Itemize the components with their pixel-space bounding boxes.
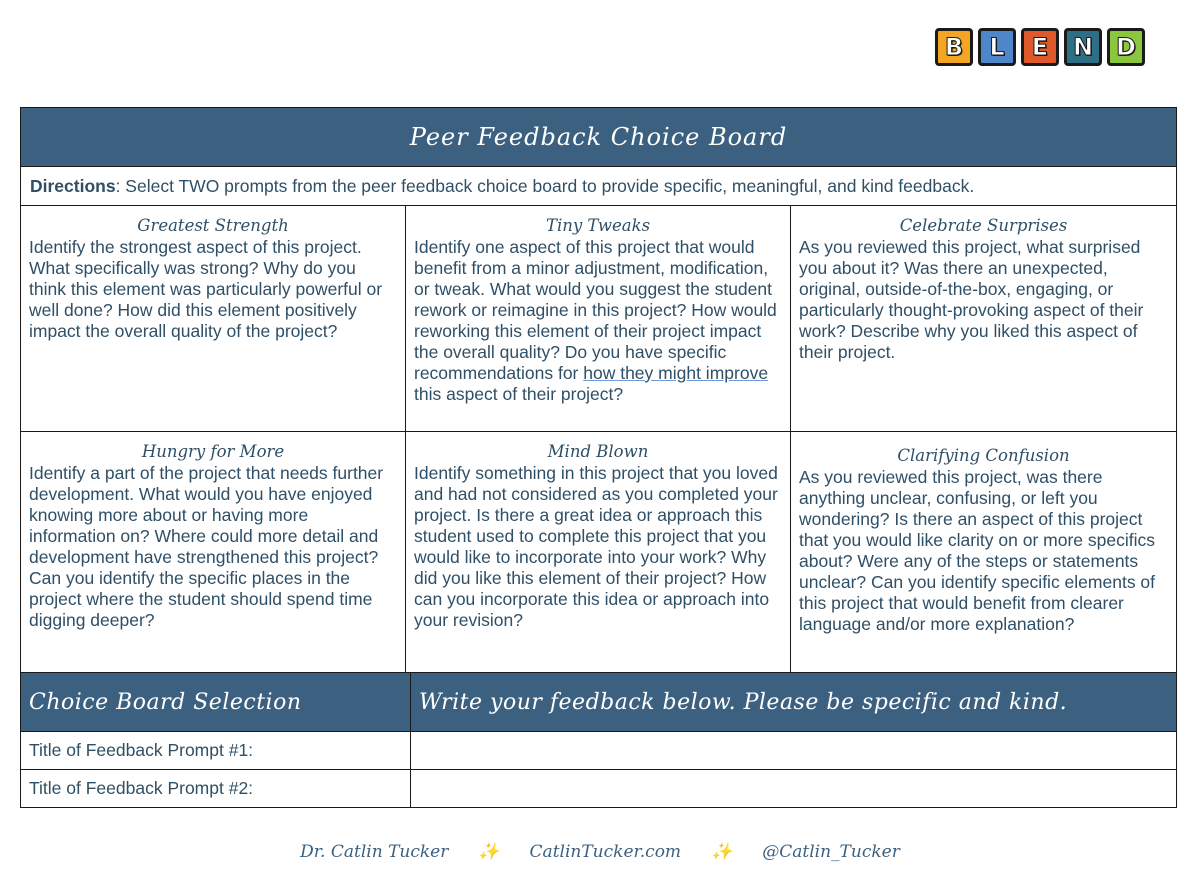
sparkle-icon: ✨ <box>478 842 500 862</box>
prompt-cell-clarifying-confusion <box>791 432 1177 678</box>
prompt-title: Mind Blown <box>547 442 649 461</box>
prompt-body: Identify the strongest aspect of this project. What specifically was strong? Why do you think this element was particularly powerful or well done? How did this element positively impact the overall quality of the project? <box>29 237 383 341</box>
prompt-title: Greatest Strength <box>137 216 289 235</box>
logo-tile-d: D <box>1107 28 1145 66</box>
prompt-title: Celebrate Surprises <box>899 216 1068 235</box>
blend-logo <box>935 28 1145 66</box>
prompt-body: Identify a part of the project that needs further development. What would you have enjoyed knowing more about or having more information on? Where could more detail and development have strengthened this project? Can you identify the specific places in the project where the student should spend time digging deeper? <box>29 463 384 630</box>
directions <box>21 167 1177 206</box>
logo-tile-e: E <box>1021 28 1059 66</box>
prompt-1-label: Title of Feedback Prompt #1: <box>21 732 411 770</box>
prompt-2-label: Title of Feedback Prompt #2: <box>21 770 411 808</box>
prompt-cell-celebrate-surprises <box>791 206 1177 432</box>
logo-tile-n: N <box>1064 28 1102 66</box>
prompt-title: Tiny Tweaks <box>545 216 651 235</box>
prompt-body: Identify something in this project that you loved and had not considered as you completed your project. Is there a great idea or approach this student used to complete this project that you would like to incorporate into your work? Why did you like this element of their project? How can you incorporate this idea or approach into your revision? <box>414 463 778 630</box>
prompt-body-text: Identify one aspect of this project that would benefit from a minor adjustment, modification, or tweak. What would you suggest the student rework or reimagine in this project? How would reworking this element of their project impact the overall quality? Do you have specific recommendations for <box>414 237 777 383</box>
prompt-body-underlined: how they might improve <box>583 363 769 383</box>
footer <box>0 842 1200 862</box>
prompt-1-feedback-field[interactable] <box>411 732 1177 770</box>
feedback-selection-table <box>20 672 1177 808</box>
prompt-cell-mind-blown <box>406 432 791 678</box>
selection-header-left: Choice Board Selection <box>21 673 411 732</box>
prompt-cell-hungry-for-more <box>21 432 406 678</box>
directions-label: Directions <box>30 175 116 196</box>
prompt-body <box>414 237 782 405</box>
footer-handle: @Catlin_Tucker <box>762 842 900 862</box>
footer-website: CatlinTucker.com <box>529 842 682 862</box>
prompt-body: As you reviewed this project, was there anything unclear, confusing, or left you wondering? Is there an aspect of this project that you would like clarity on or more specifics about? Were any of the steps or statements unclear? Can you identify specific elements of this project that would benefit from clearer language and/or more explanation? <box>799 467 1156 634</box>
footer-author: Dr. Catlin Tucker <box>300 842 449 862</box>
prompt-cell-greatest-strength <box>21 206 406 432</box>
prompt-body: As you reviewed this project, what surprised you about it? Was there an unexpected, original, outside-of-the-box, engaging, or particularly thought-provoking aspect of their work? Describe why you liked this aspect of their project. <box>799 237 1144 362</box>
prompt-cell-tiny-tweaks <box>406 206 791 432</box>
prompt-title: Clarifying Confusion <box>897 446 1070 465</box>
directions-text: : Select TWO prompts from the peer feedback choice board to provide specific, meaningful, and kind feedback. <box>115 175 975 196</box>
board-title: Peer Feedback Choice Board <box>21 108 1177 167</box>
prompt-body-text-end: this aspect of their project? <box>414 384 624 404</box>
selection-header-right: Write your feedback below. Please be specific and kind. <box>411 673 1177 732</box>
logo-tile-b: B <box>935 28 973 66</box>
prompt-2-feedback-field[interactable] <box>411 770 1177 808</box>
sparkle-icon: ✨ <box>711 842 733 862</box>
prompt-title: Hungry for More <box>141 442 285 461</box>
choice-board-table <box>20 107 1177 678</box>
logo-tile-l: L <box>978 28 1016 66</box>
